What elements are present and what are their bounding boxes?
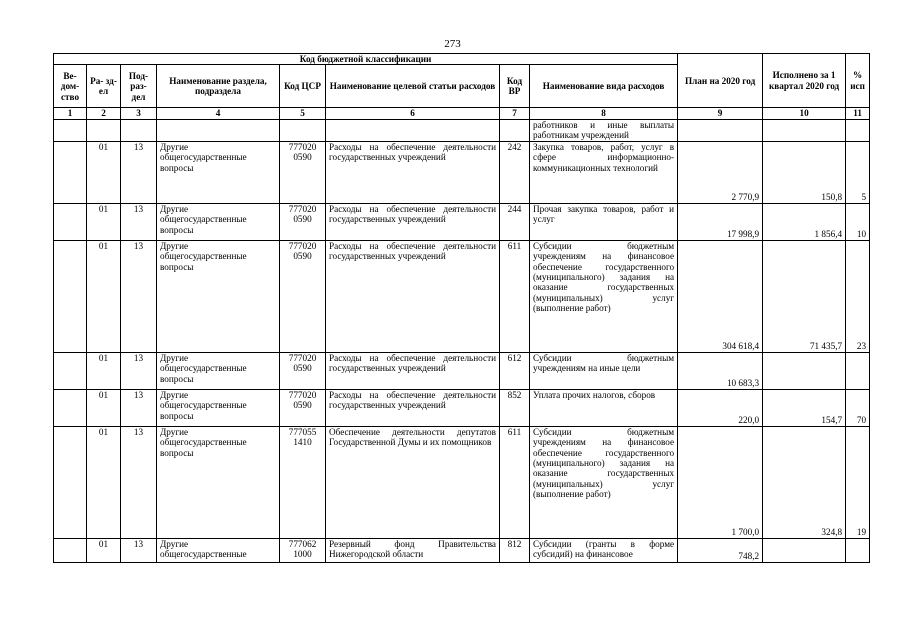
cell-plan: 10 683,3	[678, 352, 763, 389]
cell-section-name: Другие общегосударственные вопросы	[157, 389, 280, 426]
cell-csr: 777020 0590	[280, 389, 326, 426]
cell-vedomstvo	[54, 203, 87, 240]
cell-vedomstvo	[54, 389, 87, 426]
cell-target-name	[326, 119, 500, 141]
cell-podrazdel: 13	[121, 389, 157, 426]
cell-expense-type: Уплата прочих налогов, сборов	[530, 389, 678, 426]
column-number: 2	[87, 108, 121, 119]
cell-vedomstvo	[54, 141, 87, 203]
cell-done: 150,8	[763, 141, 846, 203]
header-vr: Код ВР	[500, 65, 530, 108]
cell-vedomstvo	[54, 119, 87, 141]
header-pct: % исп	[846, 54, 870, 108]
table-row	[54, 426, 870, 538]
cell-razdel: 01	[87, 538, 121, 562]
cell-done: 154,7	[763, 389, 846, 426]
cell-section-name: Другие общегосударственные вопросы	[157, 203, 280, 240]
cell-section-name: Другие общегосударственные вопросы	[157, 240, 280, 352]
header-name-type: Наименование вида расходов	[530, 65, 678, 108]
cell-expense-type: работников и иные выплаты работникам учреждений	[530, 119, 678, 141]
cell-target-name: Расходы на обеспечение деятельности государственных учреждений	[326, 141, 500, 203]
header-name-target: Наименование целевой статьи расходов	[326, 65, 500, 108]
cell-plan	[678, 119, 763, 141]
cell-pct: 10	[846, 203, 870, 240]
column-number: 8	[530, 108, 678, 119]
cell-csr	[280, 119, 326, 141]
column-number: 11	[846, 108, 870, 119]
cell-pct: 19	[846, 426, 870, 538]
table-row	[54, 141, 870, 203]
cell-target-name: Расходы на обеспечение деятельности государственных учреждений	[326, 389, 500, 426]
column-number: 10	[763, 108, 846, 119]
cell-section-name	[157, 119, 280, 141]
cell-podrazdel: 13	[121, 426, 157, 538]
table-row	[54, 240, 870, 352]
cell-pct: 23	[846, 240, 870, 352]
table-row	[54, 352, 870, 389]
table-row	[54, 538, 870, 562]
cell-expense-type: Субсидии бюджетным учреждениям на финансовое обеспечение государственного (муниципального) задания на оказание государственных (муниципальных) услуг (выполнение работ)	[530, 426, 678, 538]
cell-podrazdel: 13	[121, 203, 157, 240]
cell-podrazdel: 13	[121, 240, 157, 352]
cell-plan: 220,0	[678, 389, 763, 426]
cell-csr: 777020 0590	[280, 240, 326, 352]
header-csr: Код ЦСР	[280, 65, 326, 108]
cell-razdel: 01	[87, 426, 121, 538]
cell-csr: 777020 0590	[280, 141, 326, 203]
cell-plan: 17 998,9	[678, 203, 763, 240]
cell-podrazdel	[121, 119, 157, 141]
column-number: 3	[121, 108, 157, 119]
cell-csr: 777062 1000	[280, 538, 326, 562]
cell-target-name: Расходы на обеспечение деятельности государственных учреждений	[326, 352, 500, 389]
cell-csr: 777020 0590	[280, 352, 326, 389]
budget-table	[53, 53, 870, 563]
column-number: 7	[500, 108, 530, 119]
cell-podrazdel: 13	[121, 141, 157, 203]
cell-expense-type: Закупка товаров, работ, услуг в сфере информационно-коммуникационных технологий	[530, 141, 678, 203]
table-row	[54, 389, 870, 426]
cell-razdel	[87, 119, 121, 141]
cell-section-name: Другие общегосударственные	[157, 538, 280, 562]
cell-pct: 70	[846, 389, 870, 426]
header-razdel: Ра- зд- ел	[87, 65, 121, 108]
cell-target-name: Расходы на обеспечение деятельности государственных учреждений	[326, 240, 500, 352]
cell-plan: 304 618,4	[678, 240, 763, 352]
header-plan: План на 2020 год	[678, 54, 763, 108]
page-number: 273	[444, 38, 461, 50]
cell-vr: 812	[500, 538, 530, 562]
cell-razdel: 01	[87, 203, 121, 240]
cell-vr	[500, 119, 530, 141]
cell-target-name: Резервный фонд Правительства Нижегородской области	[326, 538, 500, 562]
header-group-title: Код бюджетной классификации	[54, 54, 678, 65]
cell-vr: 242	[500, 141, 530, 203]
cell-razdel: 01	[87, 352, 121, 389]
cell-podrazdel: 13	[121, 538, 157, 562]
cell-podrazdel: 13	[121, 352, 157, 389]
cell-expense-type: Прочая закупка товаров, работ и услуг	[530, 203, 678, 240]
cell-csr: 777020 0590	[280, 203, 326, 240]
cell-done: 1 856,4	[763, 203, 846, 240]
cell-expense-type: Субсидии бюджетным учреждениям на финансовое обеспечение государственного (муниципального) задания на оказание государственных (муниципальных) услуг (выполнение работ)	[530, 240, 678, 352]
cell-razdel: 01	[87, 240, 121, 352]
table-row	[54, 203, 870, 240]
column-number: 4	[157, 108, 280, 119]
cell-razdel: 01	[87, 141, 121, 203]
cell-vr: 244	[500, 203, 530, 240]
cell-done: 324,8	[763, 426, 846, 538]
cell-vedomstvo	[54, 426, 87, 538]
cell-vr: 611	[500, 240, 530, 352]
cell-pct	[846, 352, 870, 389]
cell-pct: 5	[846, 141, 870, 203]
table-row	[54, 119, 870, 141]
table-body	[54, 119, 870, 562]
column-number: 6	[326, 108, 500, 119]
cell-vr: 852	[500, 389, 530, 426]
header-done: Исполнено за 1 квартал 2020 год	[763, 54, 846, 108]
header-vedomstvo: Ве- дом- ство	[54, 65, 87, 108]
cell-pct	[846, 119, 870, 141]
cell-section-name: Другие общегосударственные вопросы	[157, 352, 280, 389]
cell-vr: 612	[500, 352, 530, 389]
cell-target-name: Обеспечение деятельности депутатов Государственной Думы и их помощников	[326, 426, 500, 538]
cell-done	[763, 538, 846, 562]
header-podrazdel: Под- раз- дел	[121, 65, 157, 108]
cell-vedomstvo	[54, 240, 87, 352]
column-numbers-row	[54, 108, 870, 119]
cell-section-name: Другие общегосударственные вопросы	[157, 141, 280, 203]
cell-expense-type: Субсидии бюджетным учреждениям на иные цели	[530, 352, 678, 389]
column-number: 5	[280, 108, 326, 119]
cell-pct	[846, 538, 870, 562]
cell-expense-type: Субсидии (гранты в форме субсидий) на финансовое	[530, 538, 678, 562]
cell-razdel: 01	[87, 389, 121, 426]
cell-plan: 1 700,0	[678, 426, 763, 538]
cell-vedomstvo	[54, 352, 87, 389]
cell-vedomstvo	[54, 538, 87, 562]
cell-done	[763, 352, 846, 389]
column-number: 1	[54, 108, 87, 119]
cell-done: 71 435,7	[763, 240, 846, 352]
header-name-section: Наименование раздела, подраздела	[157, 65, 280, 108]
cell-target-name: Расходы на обеспечение деятельности государственных учреждений	[326, 203, 500, 240]
cell-plan: 748,2	[678, 538, 763, 562]
cell-done	[763, 119, 846, 141]
table-header	[54, 54, 870, 120]
cell-vr: 611	[500, 426, 530, 538]
cell-section-name: Другие общегосударственные вопросы	[157, 426, 280, 538]
cell-plan: 2 770,9	[678, 141, 763, 203]
cell-csr: 777055 1410	[280, 426, 326, 538]
column-number: 9	[678, 108, 763, 119]
